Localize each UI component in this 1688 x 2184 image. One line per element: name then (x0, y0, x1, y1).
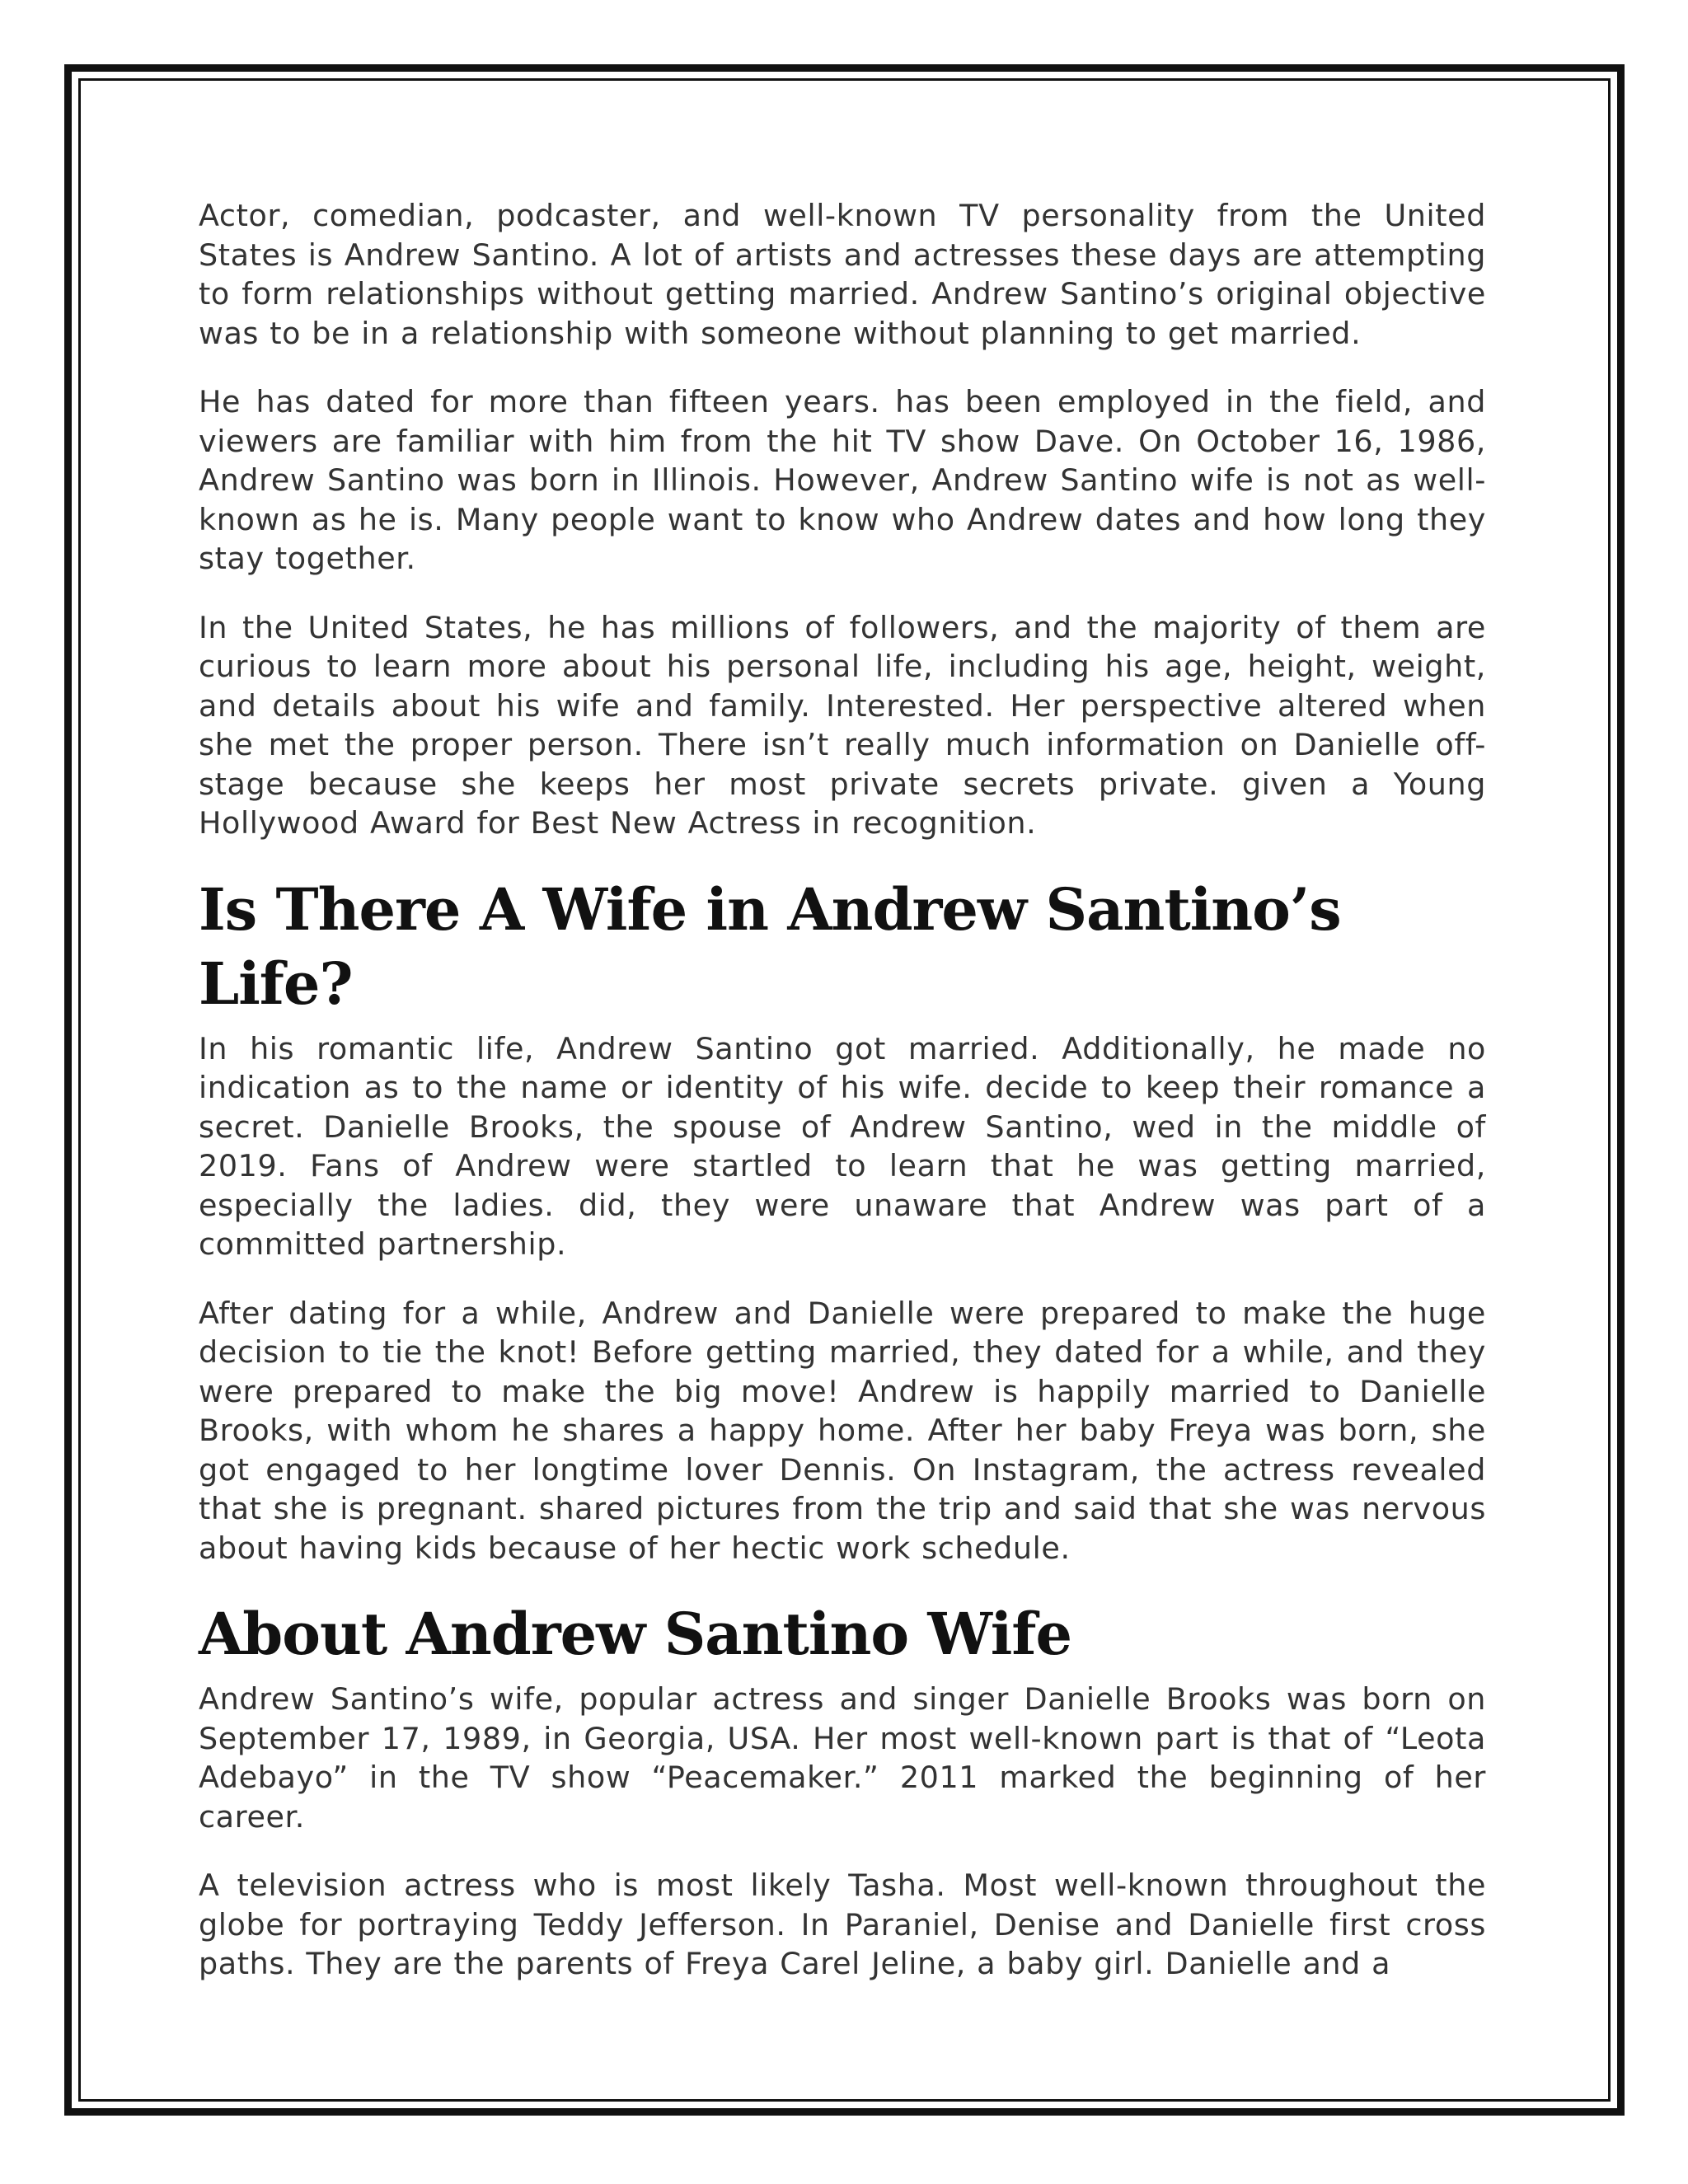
section-heading-about-wife: About Andrew Santino Wife (199, 1600, 1072, 1668)
intro-paragraph-3: In the United States, he has millions of followers, and the majority of them are curious to learn more about his personal life, including his age, height, weight, and details about his wife and family. Interested. Her perspective altered when she met the proper person. There isn’t really much information on Danielle off-stage because she keeps her most private secrets private. given a Young Hollywood Award for Best New Actress in recognition. (199, 609, 1486, 841)
section2-paragraph-2: A television actress who is most likely Tasha. Most well-known throughout the globe for portraying Teddy Jefferson. In Paraniel, Denise and Danielle first cross paths. They are the parents of Freya Carel Jeline, a baby girl. Danielle and a (199, 1868, 1486, 1981)
article-body (199, 196, 1486, 2013)
section1-paragraph-1: In his romantic life, Andrew Santino got married. Additionally, he made no indication as to the name or identity of his wife. decide to keep their romance a secret. Danielle Brooks, the spouse of Andrew Santino, wed in the middle of 2019. Fans of Andrew were startled to learn that he was getting married, especially the ladies. did, they were unaware that Andrew was part of a committed partnership. (199, 1030, 1486, 1262)
intro-paragraph-1: Actor, comedian, podcaster, and well-known TV personality from the United States is Andrew Santino. A lot of artists and actresses these days are attempting to form relationships without getting married. Andrew Santino’s original objective was to be in a relationship with someone without planning to get married. (199, 198, 1486, 351)
section2-paragraph-1: Andrew Santino’s wife, popular actress and singer Danielle Brooks was born on September 17, 1989, in Georgia, USA. Her most well-known part is that of “Leota Adebayo” in the TV show “Peacemaker.” 2011 marked the beginning of her career. (199, 1681, 1486, 1835)
intro-paragraph-2: He has dated for more than fifteen years. has been employed in the field, and viewers are familiar with him from the hit TV show Dave. On October 16, 1986, Andrew Santino was born in Illinois. However, Andrew Santino wife is not as well-known as he is. Many people want to know who Andrew dates and how long they stay together. (199, 384, 1486, 576)
section-heading-wife-in-life: Is There A Wife in Andrew Santino’s Life? (199, 874, 1341, 1018)
section1-paragraph-2: After dating for a while, Andrew and Danielle were prepared to make the huge decision to tie the knot! Before getting married, they dated for a while, and they were prepared to make the big move! Andrew is happily married to Danielle Brooks, with whom he shares a happy home. After her baby Freya was born, she got engaged to her longtime lover Dennis. On Instagram, the actress revealed that she is pregnant. shared pictures from the trip and said that she was nervous about having kids because of her hectic work schedule. (199, 1295, 1486, 1566)
